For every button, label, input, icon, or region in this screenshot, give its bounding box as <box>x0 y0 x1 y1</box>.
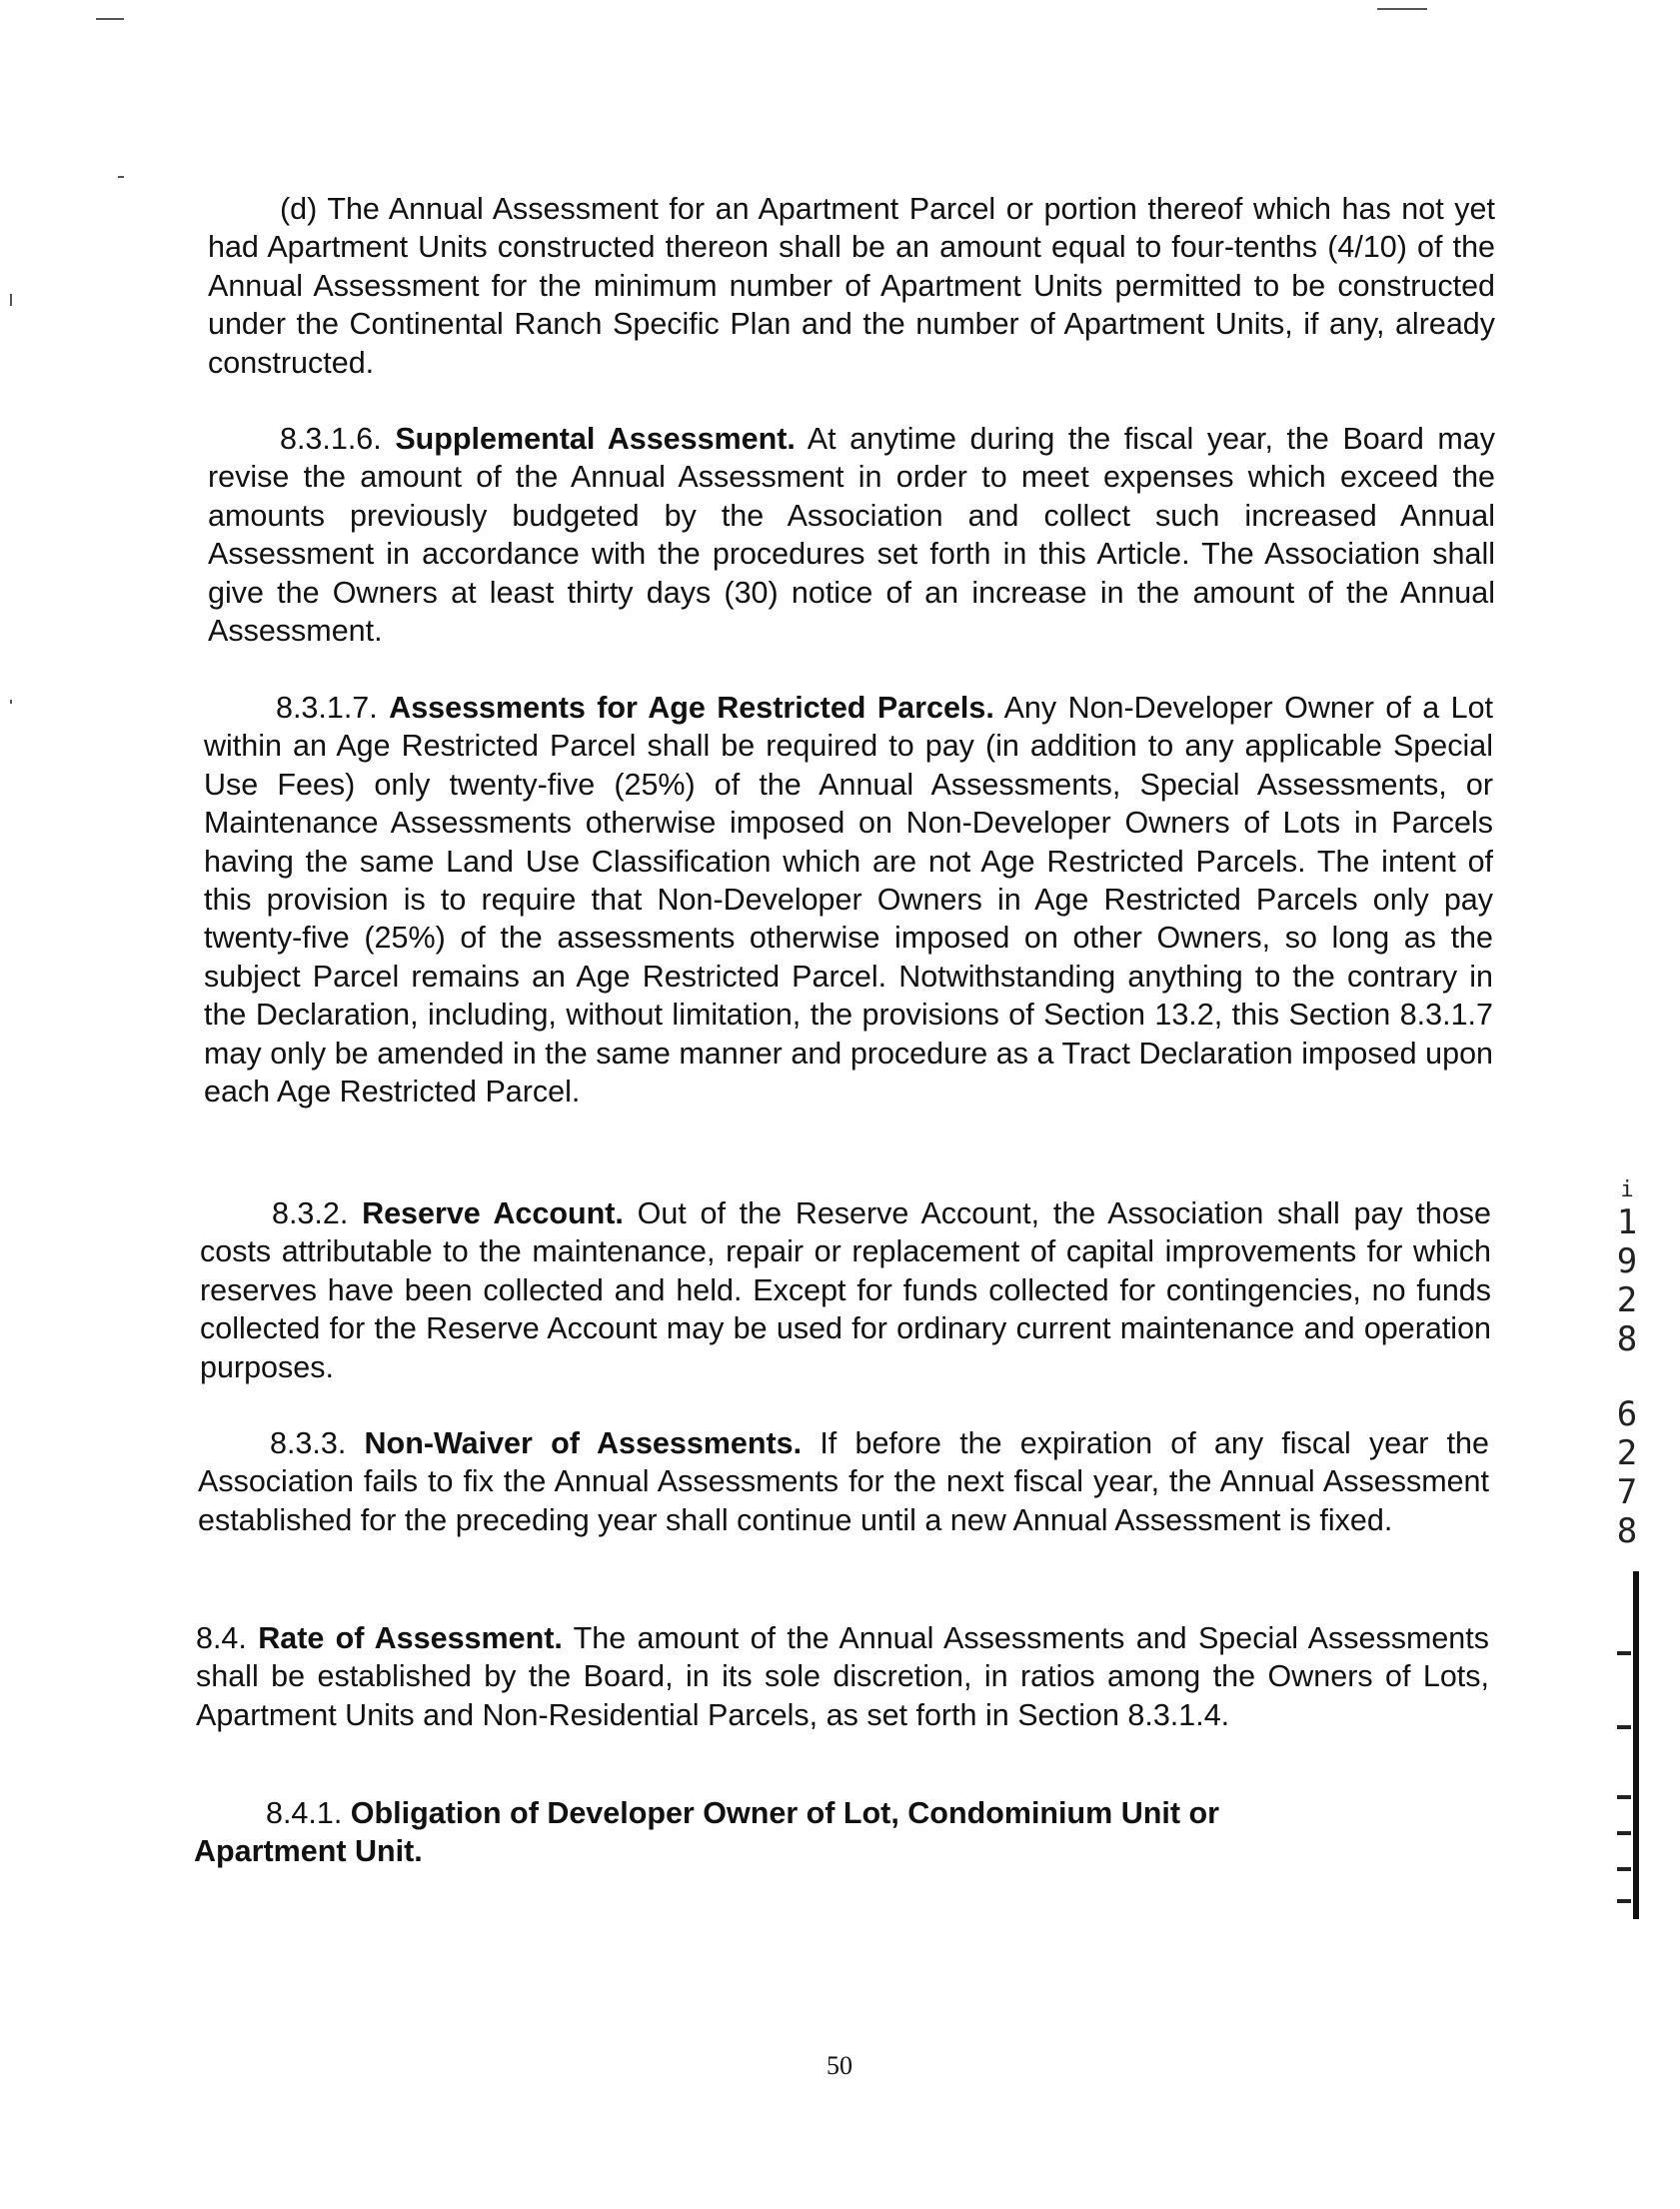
section-body: Out of the Reserve Account, the Association shall pay those costs attributable to the maintenance, repair or replacement of capital improvements for which reserves have been collected and held. Except for funds collected for contingencies, no funds collected for the Reserve Account may be used for ordinary current maintenance and operation purposes. <box>200 1196 1492 1384</box>
section-heading: Supplemental Assessment. <box>395 422 796 456</box>
section-body: If before the expiration of any fiscal year the Association fails to fix the Annual Assessments for the next fiscal year, the Annual Assessment established for the preceding year shall continue until a new Annual Assessment is fixed. <box>198 1426 1489 1537</box>
stamp-char: 9 <box>1616 1241 1638 1281</box>
section-number: 8.3.3. <box>270 1426 347 1460</box>
scan-mark-left-2 <box>10 294 12 306</box>
section-number: 8.4. <box>196 1621 247 1655</box>
margin-tick <box>1617 1651 1631 1655</box>
section-number: 8.3.1.7. <box>276 691 378 725</box>
section-number: 8.3.1.6. <box>280 422 382 456</box>
section-heading: Non-Waiver of Assessments. <box>364 1426 803 1460</box>
section-number: 8.3.2. <box>272 1196 349 1230</box>
stamp-char: 8 <box>1616 1319 1638 1359</box>
margin-tick <box>1617 1795 1631 1799</box>
margin-tick <box>1617 1831 1631 1835</box>
stamp-char: 2 <box>1616 1280 1638 1320</box>
section-heading: Rate of Assessment. <box>258 1621 563 1655</box>
scan-mark-left-1 <box>118 176 124 178</box>
stamp-char: 2 <box>1616 1433 1638 1473</box>
stamp-char: i <box>1620 1177 1634 1202</box>
section-heading: Obligation of Developer Owner of Lot, Condominium Unit or Apartment Unit. <box>194 1796 1220 1869</box>
section-heading: Reserve Account. <box>362 1196 624 1230</box>
section-8-4-1 <box>194 1794 1353 1871</box>
margin-bar <box>1633 1571 1639 1919</box>
section-8-3-1-6 <box>208 420 1495 650</box>
margin-tick <box>1617 1867 1631 1871</box>
section-body: Any Non-Developer Owner of a Lot within an Age Restricted Parcel shall be required to pay (in addition to any applicable Special Use Fees) only twenty-five (25%) of the Annual Assessments, Special Assessments, or Maintenance Assessments otherwise imposed on Non-Developer Owners of Lots in Parcels having the same Land Use Classification which are not Age Restricted Parcels. The intent of this provision is to require that Non-Developer Owners in Age Restricted Parcels only pay twenty-five (25%) of the assessments otherwise imposed on other Owners, so long as the subject Parcel remains an Age Restricted Parcel. Notwithstanding anything to the contrary in the Declaration, including, without limitation, the provisions of Section 13.2, this Section 8.3.1.7 may only be amended in the same manner and procedure as a Tract Declaration imposed upon each Age Restricted Parcel. <box>204 691 1494 1109</box>
section-heading: Assessments for Age Restricted Parcels. <box>389 691 994 725</box>
stamp-char: 6 <box>1616 1394 1638 1434</box>
stamp-char: 8 <box>1616 1511 1638 1551</box>
margin-stamp <box>1607 1177 1647 1551</box>
scan-mark-top-left <box>96 18 124 20</box>
scan-mark-top-right <box>1377 8 1427 10</box>
section-body: At anytime during the fiscal year, the Board may revise the amount of the Annual Assessment in order to meet expenses which exceed the amounts previously budgeted by the Association and collect such increased Annual Assessment in accordance with the procedures set forth in this Article. The Association shall give the Owners at least thirty days (30) notice of an increase in the amount of the Annual Assessment. <box>208 422 1495 649</box>
stamp-char: 7 <box>1616 1472 1638 1512</box>
section-8-3-3 <box>198 1424 1489 1539</box>
paragraph-d: (d) The Annual Assessment for an Apartment Parcel or portion thereof which has not yet had Apartment Units constructed thereon shall be an amount equal to four-tenths (4/10) of the Annual Assessment for the minimum number of Apartment Units permitted to be constructed under the Continental Ranch Specific Plan and the number of Apartment Units, if any, already constructed. <box>208 192 1495 380</box>
scan-mark-left-3 <box>10 700 12 704</box>
section-8-4 <box>196 1619 1489 1734</box>
section-8-3-2 <box>200 1194 1491 1386</box>
margin-tick <box>1617 1725 1631 1729</box>
section-number: 8.4.1. <box>266 1796 343 1830</box>
section-8-3-1-7 <box>204 689 1493 1110</box>
page-number: 50 <box>827 2051 852 2080</box>
stamp-gap <box>1607 1359 1647 1395</box>
section-body: The amount of the Annual Assessments and Special Assessments shall be established by the Board, in its sole discretion, in ratios among the Owners of Lots, Apartment Units and Non-Residential Parcels, as set forth in Section 8.3.1.4. <box>196 1621 1489 1732</box>
stamp-char: 1 <box>1616 1202 1638 1242</box>
margin-tick <box>1617 1899 1631 1903</box>
